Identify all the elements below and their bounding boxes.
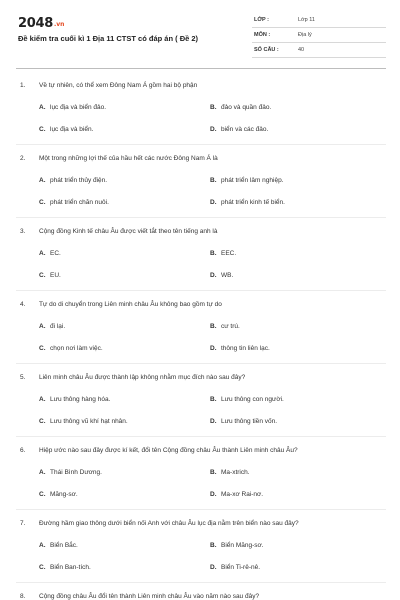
question-number: 6. (20, 447, 26, 454)
option-letter: D. (210, 491, 217, 498)
question-number: 8. (20, 593, 26, 600)
question-6 (16, 445, 386, 518)
option-text: Lưu thông con người. (221, 396, 284, 403)
option-letter: A. (39, 177, 46, 184)
question-text: Đường hầm giao thông dưới biển nối Anh với châu Âu lục địa nằm trên biển nào sau đây? (39, 520, 299, 527)
option-b[interactable] (210, 542, 264, 549)
option-d[interactable] (210, 418, 277, 425)
option-letter: B. (210, 469, 217, 476)
question-separator (16, 144, 386, 145)
option-d[interactable] (210, 345, 270, 352)
option-text: lục địa và biển đảo. (50, 104, 107, 111)
question-number: 5. (20, 374, 26, 381)
option-d[interactable] (210, 199, 285, 206)
option-c[interactable] (39, 345, 103, 352)
option-letter: C. (39, 345, 46, 352)
question-separator (16, 582, 386, 583)
question-list (16, 80, 386, 600)
option-letter: A. (39, 469, 46, 476)
document-header (16, 14, 386, 60)
option-text: EEC. (221, 250, 237, 257)
option-letter: C. (39, 126, 46, 133)
question-separator (16, 363, 386, 364)
option-text: phát triển lâm nghiệp. (221, 177, 284, 184)
question-number: 7. (20, 520, 26, 527)
option-c[interactable] (39, 272, 61, 279)
option-d[interactable] (210, 272, 233, 279)
option-letter: D. (210, 564, 217, 571)
option-letter: D. (210, 272, 217, 279)
option-d[interactable] (210, 126, 268, 133)
question-number: 1. (20, 82, 26, 89)
option-letter: D. (210, 345, 217, 352)
option-text: WB. (221, 272, 234, 279)
question-number: 3. (20, 228, 26, 235)
question-separator (16, 436, 386, 437)
option-b[interactable] (210, 396, 284, 403)
meta-subject-row (252, 29, 386, 43)
question-text: Một trong những lợi thế của hầu hết các nước Đông Nam Á là (39, 155, 218, 162)
option-text: Lưu thông vũ khí hạt nhân. (50, 418, 128, 425)
question-3 (16, 226, 386, 299)
document-title: Đề kiểm tra cuối kì 1 Địa 11 CTST có đáp án ( Đề 2) (18, 34, 199, 43)
header-divider (16, 68, 386, 69)
option-text: cư trú. (221, 323, 240, 330)
option-d[interactable] (210, 564, 260, 571)
option-letter: B. (210, 104, 217, 111)
option-text: đi lại. (50, 323, 66, 330)
option-letter: D. (210, 199, 217, 206)
option-a[interactable] (39, 323, 65, 330)
question-separator (16, 217, 386, 218)
option-letter: B. (210, 396, 217, 403)
option-text: EC. (50, 250, 61, 257)
option-text: Thái Bình Dương. (50, 469, 102, 476)
meta-subject-label: MÔN : (254, 32, 271, 38)
option-letter: C. (39, 491, 46, 498)
option-letter: C. (39, 418, 46, 425)
option-b[interactable] (210, 323, 240, 330)
question-5 (16, 372, 386, 445)
option-a[interactable] (39, 469, 102, 476)
question-1 (16, 80, 386, 153)
option-text: chọn nơi làm việc. (50, 345, 103, 352)
option-text: Ma-xơ Rai-nơ. (221, 491, 264, 498)
option-letter: A. (39, 396, 46, 403)
option-c[interactable] (39, 126, 93, 133)
option-text: Lưu thông hàng hóa. (50, 396, 111, 403)
option-letter: A. (39, 542, 46, 549)
question-text: Cộng đồng châu Âu đổi tên thành Liên minh châu Âu vào năm nào sau đây? (39, 593, 260, 600)
document-meta (252, 14, 386, 59)
option-text: Măng-sơ. (50, 491, 78, 498)
option-letter: B. (210, 177, 217, 184)
option-a[interactable] (39, 396, 110, 403)
question-7 (16, 518, 386, 591)
option-letter: B. (210, 250, 217, 257)
meta-subject-value: Địa lý (298, 32, 312, 38)
question-separator (16, 509, 386, 510)
option-text: phát triển chăn nuôi. (50, 199, 109, 206)
question-text: Cộng đồng Kinh tế châu Âu được viết tắt theo tên tiếng anh là (39, 228, 218, 235)
question-text: Về tự nhiên, có thể xem Đông Nam Á gồm hai bộ phận (39, 82, 198, 89)
question-number: 2. (20, 155, 26, 162)
question-4 (16, 299, 386, 372)
option-letter: D. (210, 418, 217, 425)
option-a[interactable] (39, 104, 106, 111)
option-a[interactable] (39, 177, 107, 184)
option-letter: A. (39, 323, 46, 330)
option-text: đảo và quần đảo. (221, 104, 272, 111)
option-a[interactable] (39, 250, 61, 257)
question-text: Tự do di chuyển trong Liên minh châu Âu không bao gồm tự do (39, 301, 222, 308)
meta-class-label: LỚP : (254, 17, 269, 23)
option-b[interactable] (210, 104, 271, 111)
logo-suffix: .vn (53, 21, 65, 28)
option-c[interactable] (39, 199, 109, 206)
option-letter: C. (39, 564, 46, 571)
option-letter: B. (210, 323, 217, 330)
option-b[interactable] (210, 177, 284, 184)
meta-count-label: SỐ CÂU : (254, 47, 279, 53)
option-text: phát triển thủy điện. (50, 177, 108, 184)
option-letter: D. (210, 126, 217, 133)
meta-count-row (252, 44, 386, 58)
meta-class-value: Lớp 11 (298, 17, 315, 23)
option-text: Ma-xtrich. (221, 469, 250, 476)
option-letter: C. (39, 272, 46, 279)
option-a[interactable] (39, 542, 78, 549)
option-c[interactable] (39, 418, 128, 425)
question-text: Hiệp ước nào sau đây được kí kết, đổi tên Cộng đồng châu Âu thành Liên minh châu Âu? (39, 447, 298, 454)
question-text: Liên minh châu Âu được thành lập không nhằm mục đích nào sau đây? (39, 374, 246, 381)
option-text: biển và các đảo. (221, 126, 269, 133)
option-letter: C. (39, 199, 46, 206)
question-separator (16, 290, 386, 291)
question-number: 4. (20, 301, 26, 308)
option-text: EU. (50, 272, 61, 279)
option-b[interactable] (210, 250, 236, 257)
option-text: Biển Măng-sơ. (221, 542, 264, 549)
option-text: Biển Ban-tích. (50, 564, 91, 571)
question-8 (16, 591, 386, 600)
option-text: lục địa và biển. (50, 126, 94, 133)
option-letter: B. (210, 542, 217, 549)
option-letter: A. (39, 104, 46, 111)
meta-class-row (252, 14, 386, 28)
question-2 (16, 153, 386, 226)
option-text: Lưu thông tiền vốn. (221, 418, 278, 425)
site-logo[interactable] (18, 16, 64, 31)
option-letter: A. (39, 250, 46, 257)
option-c[interactable] (39, 564, 91, 571)
option-b[interactable] (210, 469, 250, 476)
meta-count-value: 40 (298, 47, 305, 53)
option-d[interactable] (210, 491, 263, 498)
option-text: Biển Bắc. (50, 542, 78, 549)
option-text: Biển Ti-rê-nê. (221, 564, 261, 571)
option-text: phát triển kinh tế biển. (221, 199, 285, 206)
logo-text: 2048 (18, 16, 53, 31)
option-text: thông tin liên lạc. (221, 345, 270, 352)
option-c[interactable] (39, 491, 78, 498)
